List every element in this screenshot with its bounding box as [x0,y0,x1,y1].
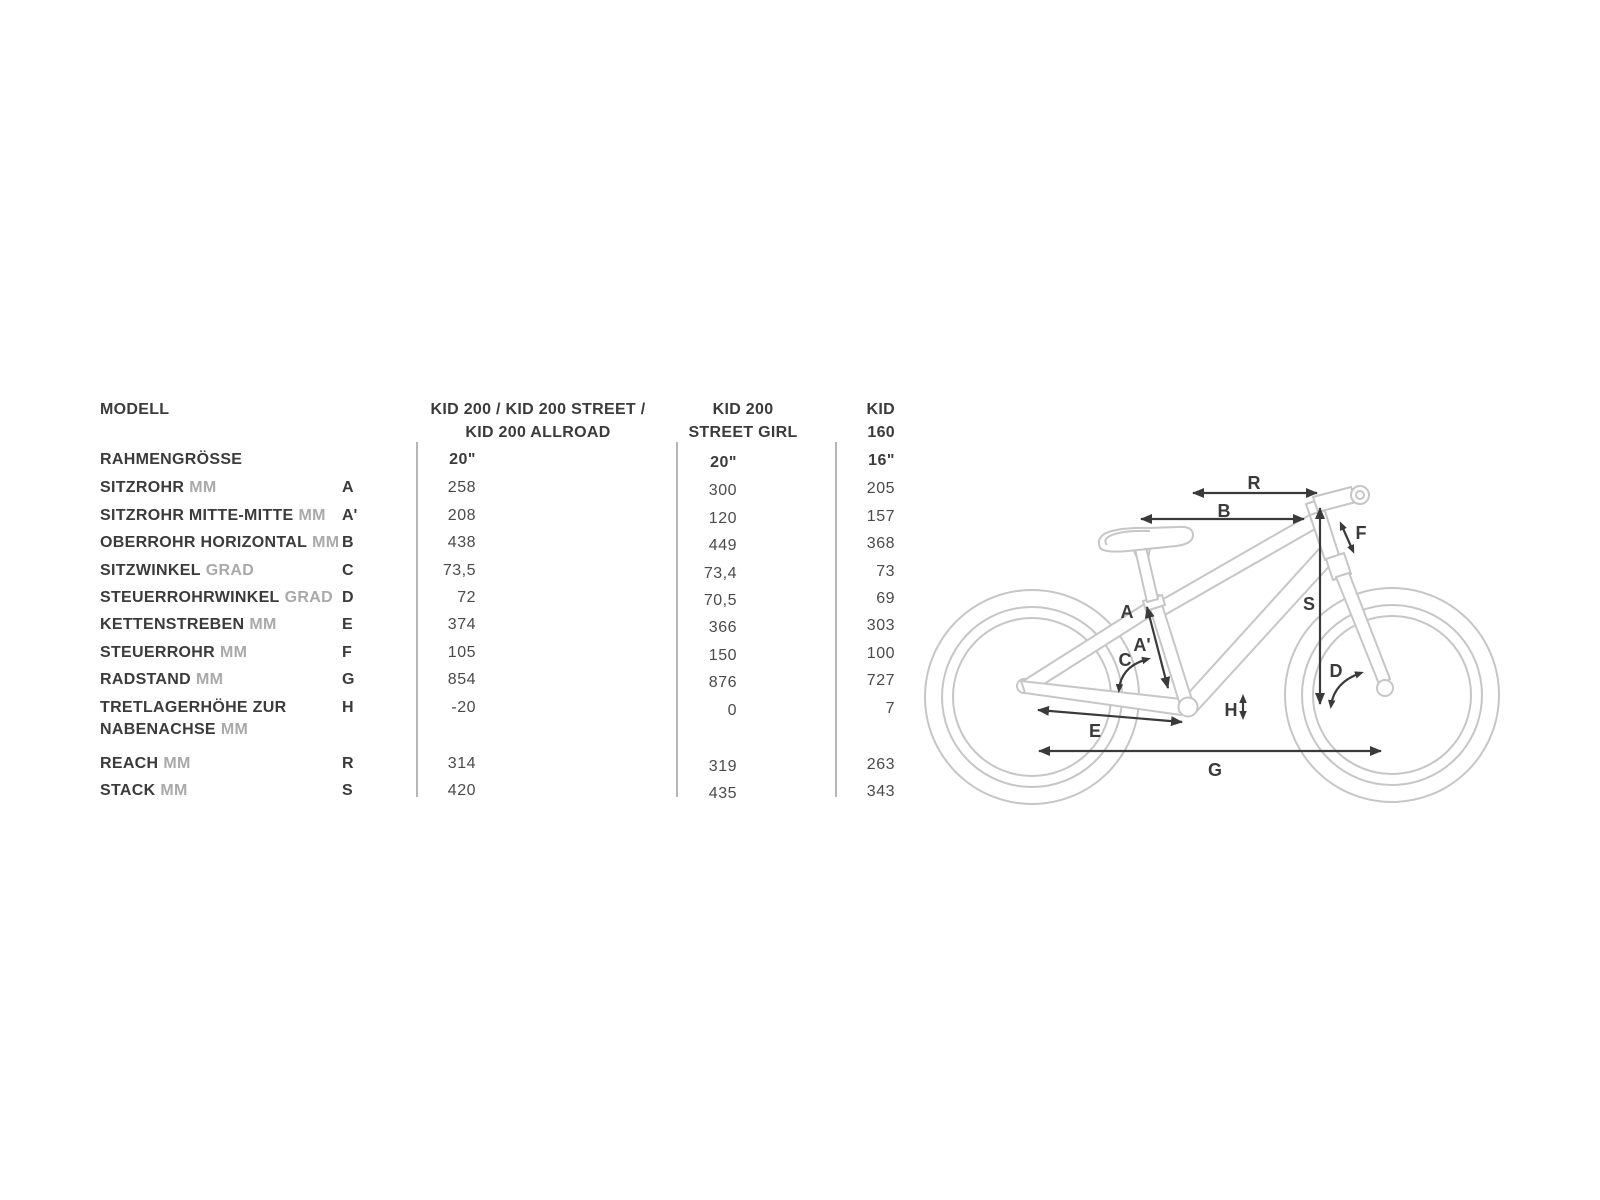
table-header-kid160-line1: KID [866,401,895,418]
dim-label-e: E [1088,721,1102,741]
row-value: -20 [451,699,476,716]
row-label [100,477,900,499]
row-value: 208 [447,507,476,524]
dim-label-s: S [1302,594,1316,614]
row-value: 20" [710,454,737,471]
row-label [100,532,900,554]
row-unit: MM [163,755,191,772]
row-dimension-letter: C [342,562,354,579]
dim-label-f: F [1355,523,1367,543]
row-label [100,642,900,664]
table-row [100,532,900,554]
row-value: 343 [866,783,895,800]
table-header-street-girl-line1: KID 200 [712,401,774,418]
row-label-text: TRETLAGERHÖHE ZUR [100,699,287,716]
table-row [100,669,900,691]
dim-label-a-prime: A' [1133,635,1151,655]
row-value: 73,5 [442,562,476,579]
row-value: 368 [866,535,895,552]
row-dimension-letter: E [342,616,353,633]
front-wheel [1285,588,1499,802]
row-value: 150 [708,647,737,664]
row-dimension-letter: A' [342,507,358,524]
row-value: 300 [708,482,737,499]
row-label [100,449,900,471]
dim-label-r: R [1247,473,1261,493]
row-value: 438 [447,534,476,551]
row-label-text: SITZROHR MITTE-MITTE [100,507,294,524]
row-label [100,587,900,609]
table-row [100,697,900,741]
row-unit: GRAD [205,562,255,579]
row-dimension-letter: S [342,782,353,799]
row-value: 854 [447,671,476,688]
row-label-text: RADSTAND [100,671,191,688]
row-label-text: RAHMENGRÖSSE [100,451,243,468]
row-dimension-letter: R [342,755,354,772]
row-unit: MM [160,782,188,799]
row-dimension-letter: G [342,671,355,688]
row-value: 374 [447,616,476,633]
table-row [100,449,900,471]
table-row [100,642,900,664]
row-label-text: STACK [100,782,156,799]
row-label [100,505,900,527]
table-header-kid160-line2: 160 [867,424,895,441]
row-value: 205 [866,480,895,497]
row-value: 420 [447,782,476,799]
row-value: 876 [708,674,737,691]
row-unit: MM [196,671,224,688]
row-label [100,614,900,636]
bike-frame [1017,486,1393,717]
table-header-kid200-line2: KID 200 ALLROAD [465,424,611,441]
row-dimension-letter: F [342,644,352,661]
table-row [100,477,900,499]
row-value: 73 [876,563,895,580]
table-header-street-girl-line2: STREET GIRL [688,424,798,441]
row-label [100,780,900,802]
front-dropout [1377,680,1393,696]
row-label-text: OBERROHR HORIZONTAL [100,534,308,551]
row-value: 73,4 [703,565,737,582]
fork-leg [1336,573,1390,684]
row-unit: MM [189,479,217,496]
dim-arrow-headtube [1341,524,1353,551]
table-row [100,780,900,802]
row-value: 449 [708,537,737,554]
row-value: 303 [866,617,895,634]
table-header-kid160 [795,398,895,444]
table-row [100,560,900,582]
row-label-text: KETTENSTREBEN [100,616,245,633]
row-value: 314 [447,755,476,772]
row-unit: MM [249,616,277,633]
row-value: 263 [866,756,895,773]
row-label-text: SITZWINKEL [100,562,201,579]
row-label [100,697,900,741]
row-value: 258 [447,479,476,496]
table-header-kid200 [398,398,678,444]
table-header-model: MODELL [100,401,170,418]
dim-label-d: D [1329,661,1343,681]
dim-label-h: H [1224,700,1238,720]
table-row [100,587,900,609]
row-label [100,669,900,691]
table-header-kid200-line1: KID 200 / KID 200 STREET / [430,401,646,418]
row-label-text: STEUERROHR [100,644,216,661]
table-row [100,614,900,636]
row-value: 435 [708,785,737,802]
row-unit: GRAD [284,589,333,606]
row-value: 319 [708,758,737,775]
row-label-text: STEUERROHRWINKEL [100,589,280,606]
row-unit: MM [220,644,248,661]
row-value: 0 [727,702,737,719]
row-value: 72 [457,589,476,606]
row-value: 120 [708,510,737,527]
table-row [100,505,900,527]
table-row [100,753,900,775]
row-label [100,560,900,582]
bottom-bracket [1179,698,1198,717]
down-tube [1183,549,1334,711]
row-value: 70,5 [703,592,737,609]
dim-label-g: G [1207,760,1223,780]
row-value: 69 [876,590,895,607]
bike-geometry-diagram [900,440,1520,840]
row-value: 7 [885,700,895,717]
handlebar-grip [1351,486,1369,504]
row-label-text: REACH [100,755,159,772]
row-value: 16" [868,452,895,469]
dim-label-a: A [1120,602,1134,622]
row-value: 366 [708,619,737,636]
row-dimension-letter: B [342,534,354,551]
row-dimension-letter: A [342,479,354,496]
row-dimension-letter: H [342,699,354,716]
row-unit: MM [298,507,326,524]
row-value: 727 [866,672,895,689]
row-unit: MM [312,534,340,551]
row-dimension-letter: D [342,589,354,606]
row-value: 157 [866,508,895,525]
row-label-text: SITZROHR [100,479,185,496]
dim-label-b: B [1217,501,1231,521]
row-value: 100 [866,645,895,662]
seat-post [1135,547,1158,602]
row-value: 20" [449,451,476,468]
row-value: 105 [447,644,476,661]
row-label [100,753,900,775]
row-label-text-line2: NABENACHSE [100,721,216,738]
dim-label-c: C [1118,650,1132,670]
row-unit: MM [220,721,249,738]
